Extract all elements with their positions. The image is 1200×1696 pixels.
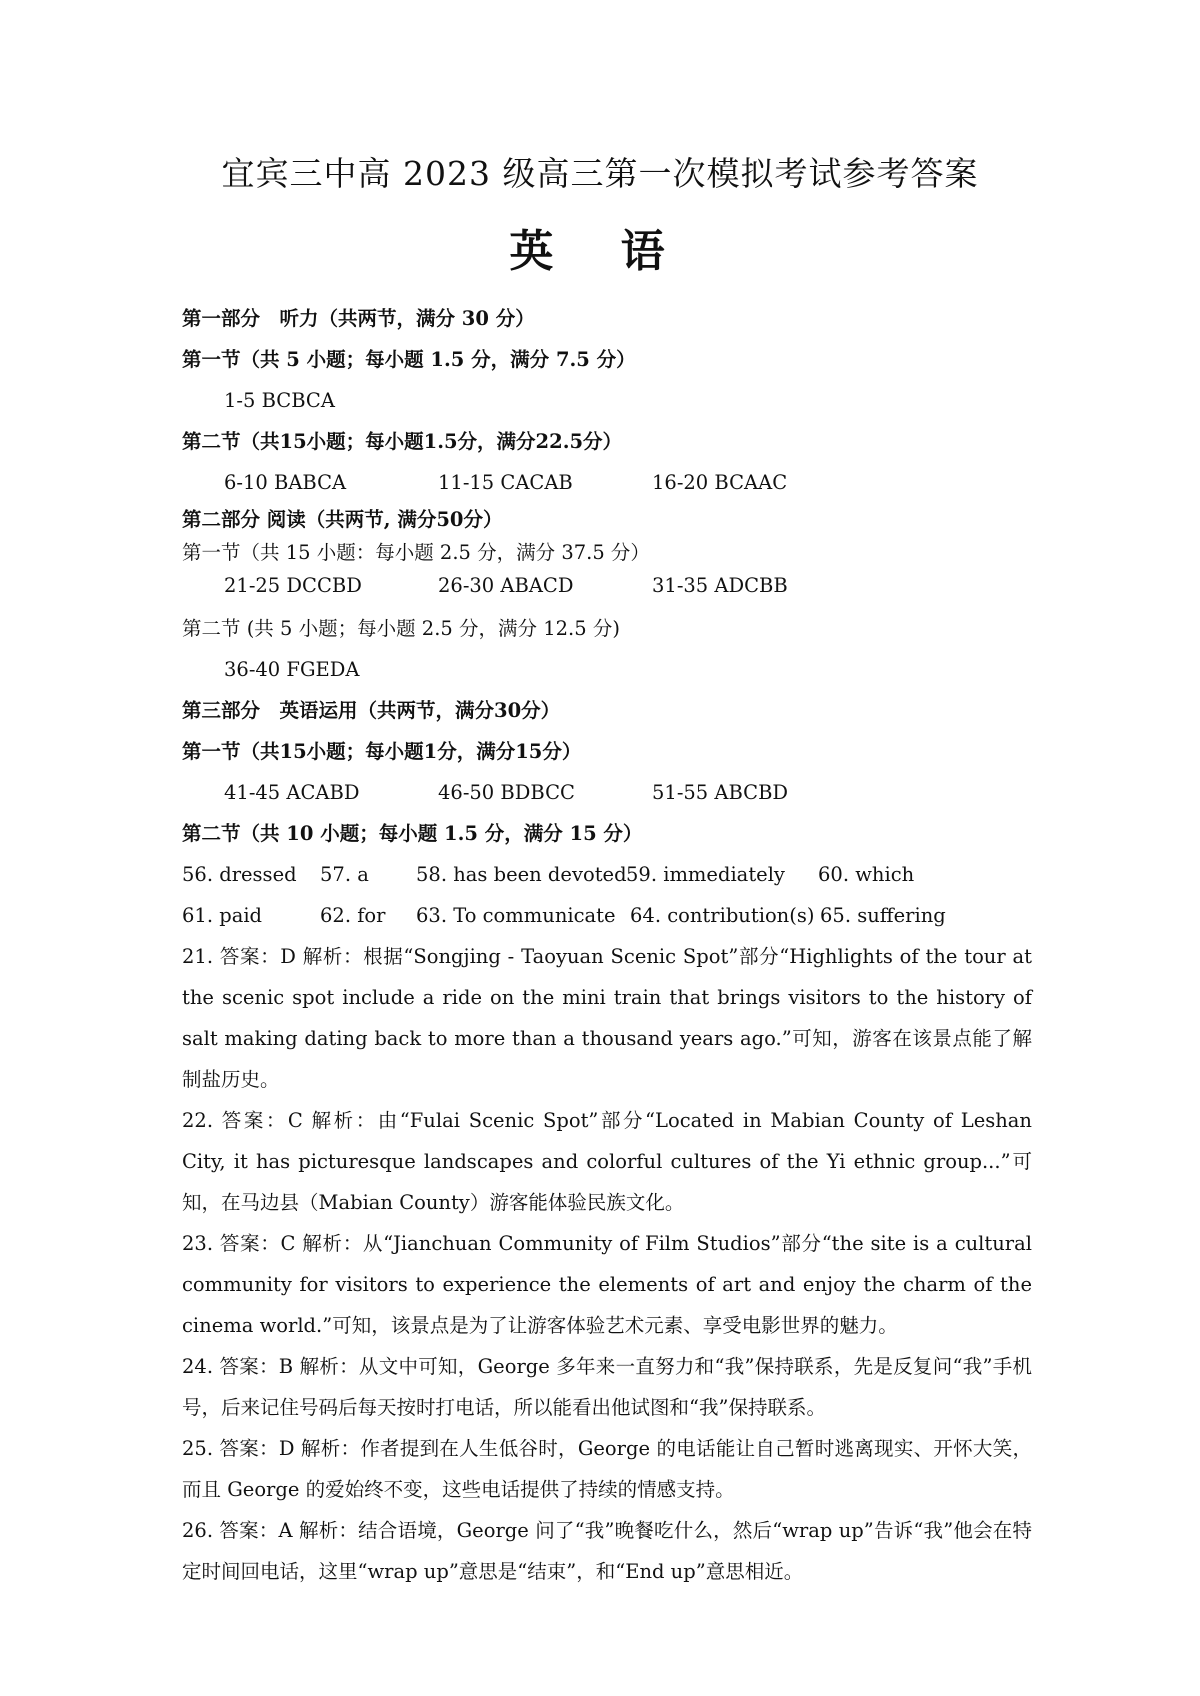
answer-group: 41-45 ACABD: [224, 781, 360, 804]
answer-group: 31-35 ADCBB: [652, 574, 788, 597]
explanation-paragraph: 22. 答案：C 解析：由“Fulai Scenic Spot”部分“Located in Mabian County of Leshan City, it has picturesque landscapes and colorful cultures of the Yi ethnic group...”可知，在马边县（Mabian County）游客能体验民族文化。: [182, 1109, 1032, 1214]
part3-heading: 第三部分 英语运用（共两节，满分30分）: [182, 699, 561, 722]
answer-content: [182, 298, 1032, 1592]
answer-group: 6-10 BABCA: [224, 471, 347, 494]
explanations: [182, 936, 1032, 1592]
part2-section2-heading: 第二节 (共 5 小题；每小题 2.5 分，满分 12.5 分): [182, 617, 620, 640]
answer-group: 36-40 FGEDA: [224, 658, 360, 681]
answer-row: [182, 772, 1032, 813]
answer-row: [182, 649, 1032, 690]
answer-group: 11-15 CACAB: [438, 471, 573, 494]
answer-item: 60. which: [818, 863, 915, 886]
answer-group: 51-55 ABCBD: [652, 781, 789, 804]
part3-section2-heading: 第二节（共 10 小题；每小题 1.5 分，满分 15 分）: [182, 822, 643, 845]
answer-row: [182, 854, 1032, 895]
answer-group: 26-30 ABACD: [438, 574, 574, 597]
answer-item: 56. dressed: [182, 863, 297, 886]
answer-item: 63. To communicate: [416, 904, 616, 927]
answer-item: 59. immediately: [626, 863, 785, 886]
part2-heading: 第二部分 阅读（共两节, 满分50分）: [182, 508, 503, 531]
answer-row: [182, 462, 1032, 503]
answer-group: 46-50 BDBCC: [438, 781, 575, 804]
answer-group: 1-5 BCBCA: [224, 389, 335, 412]
part3-section1-heading: 第一节（共15小题；每小题1分，满分15分）: [182, 740, 582, 763]
answer-item: 57. a: [320, 863, 369, 886]
part2-section1-heading: 第一节（共 15 小题：每小题 2.5 分，满分 37.5 分）: [182, 541, 650, 564]
subject-heading: 英 语: [509, 226, 691, 277]
answer-group: 16-20 BCAAC: [652, 471, 788, 494]
answer-row: [182, 895, 1032, 936]
answer-item: 61. paid: [182, 904, 263, 927]
explanation-paragraph: 21. 答案：D 解析：根据“Songjing - Taoyuan Scenic Spot”部分“Highlights of the tour at the scenic spot include a ride on the mini train that brings visitors to the history of salt making dating back to more than a thousand years ago.”可知，游客在该景点能了解制盐历史。: [182, 945, 1032, 1091]
explanation-paragraph: 26. 答案：A 解析：结合语境，George 问了“我”晚餐吃什么，然后“wrap up”告诉“我”他会在特定时间回电话，这里“wrap up”意思是“结束”，和“End up”意思相近。: [182, 1519, 1032, 1583]
answer-group: 21-25 DCCBD: [224, 574, 362, 597]
answer-item: 65. suffering: [820, 904, 946, 927]
answer-item: 58. has been devoted: [416, 863, 627, 886]
page-title: 宜宾三中高 2023 级高三第一次模拟考试参考答案: [221, 154, 979, 193]
answer-item: 62. for: [320, 904, 386, 927]
part1-section2-heading: 第二节（共15小题；每小题1.5分，满分22.5分）: [182, 430, 623, 453]
answer-item: 64. contribution(s): [630, 904, 815, 927]
explanation-paragraph: 25. 答案：D 解析：作者提到在人生低谷时，George 的电话能让自己暂时逃离现实、开怀大笑，而且 George 的爱始终不变，这些电话提供了持续的情感支持。: [182, 1437, 1032, 1501]
part1-heading: 第一部分 听力（共两节，满分 30 分）: [182, 307, 535, 330]
answer-row: [182, 569, 1032, 602]
explanation-paragraph: 23. 答案：C 解析：从“Jianchuan Community of Film Studios”部分“the site is a cultural community for visitors to experience the elements of art and enjoy the charm of the cinema world.”可知，该景点是为了让游客体验艺术元素、享受电影世界的魅力。: [182, 1232, 1032, 1337]
answer-row: [182, 380, 1032, 421]
part1-section1-heading: 第一节（共 5 小题；每小题 1.5 分，满分 7.5 分）: [182, 348, 636, 371]
explanation-paragraph: 24. 答案：B 解析：从文中可知，George 多年来一直努力和“我”保持联系，先是反复问“我”手机号，后来记住号码后每天按时打电话，所以能看出他试图和“我”保持联系。: [182, 1355, 1032, 1419]
